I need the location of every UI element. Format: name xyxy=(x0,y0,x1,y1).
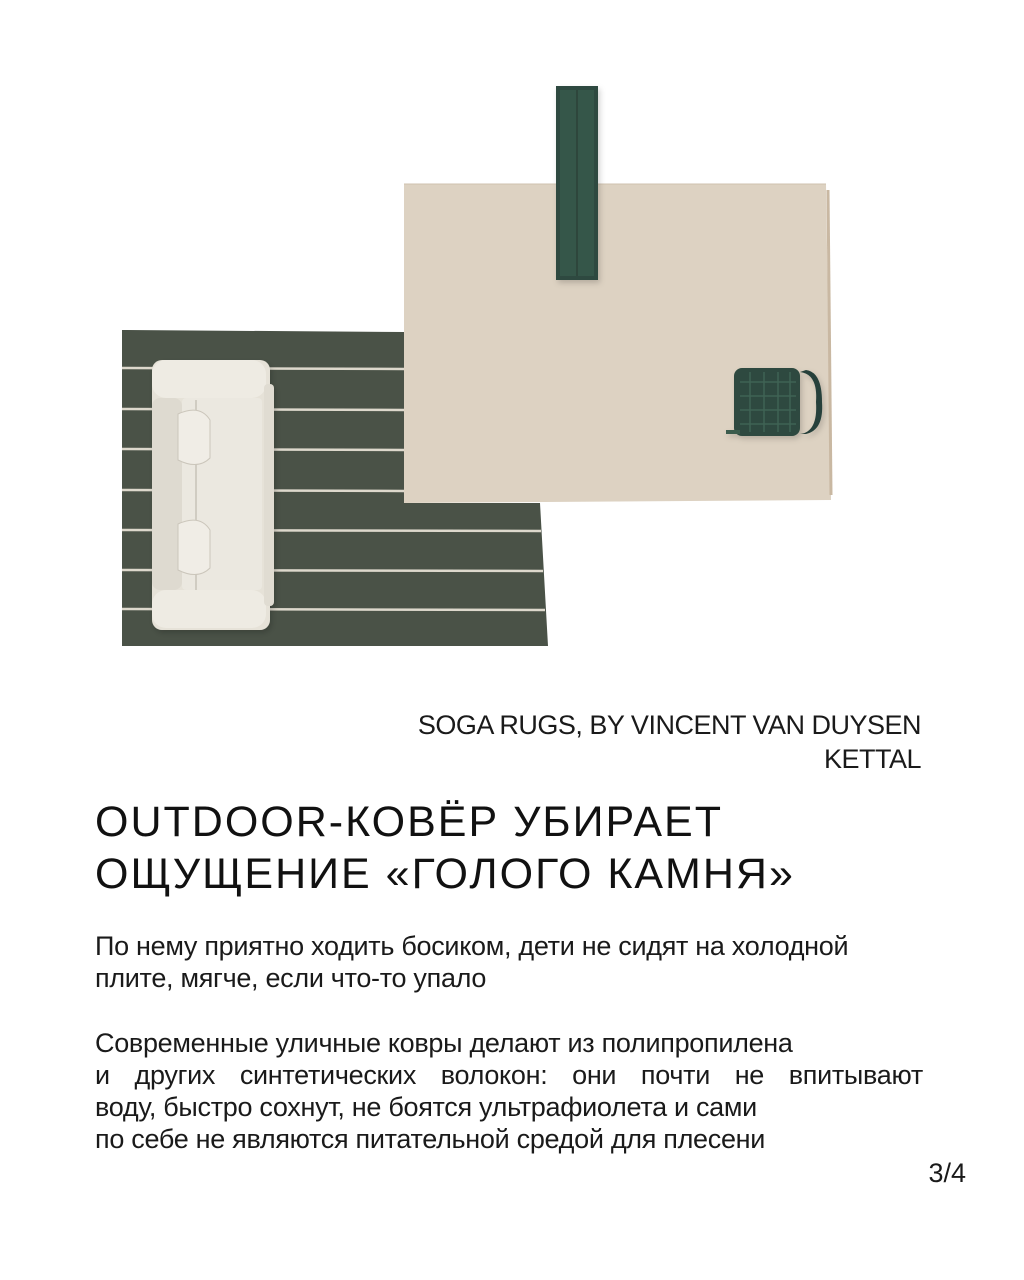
paragraph-2-line-1: Современные уличные ковры делают из полипропилена xyxy=(95,1028,793,1058)
paragraph-2-line-4: по себе не являются питательной средой для плесени xyxy=(95,1124,766,1154)
word: не xyxy=(734,1060,765,1090)
paragraph-1-line-1: По нему приятно ходить босиком, дети не сидят на холодной xyxy=(95,931,849,961)
headline-line-1: OUTDOOR-КОВЁР УБИРАЕТ xyxy=(95,798,723,846)
beige-rug xyxy=(404,184,831,503)
word: впитывают xyxy=(788,1060,923,1090)
credit-brand-line: KETTAL xyxy=(823,744,921,774)
credit-product-line: SOGA RUGS, BY VINCENT VAN DUYSEN xyxy=(417,710,921,740)
word: волокон: xyxy=(440,1060,548,1090)
headline-line-2: ОЩУЩЕНИЕ «ГОЛОГО КАМНЯ» xyxy=(95,850,795,898)
paragraph-2-line-3: воду, быстро сохнут, не боятся ультрафиолета и сами xyxy=(95,1092,757,1122)
word: почти xyxy=(640,1060,710,1090)
green-bench xyxy=(556,86,598,280)
word: они xyxy=(572,1060,617,1090)
headline xyxy=(95,796,935,900)
paragraph-2-line-2 xyxy=(95,1059,923,1091)
paragraph-1-line-2: плите, мягче, если что-то упало xyxy=(95,963,487,993)
word: синтетических xyxy=(239,1060,417,1090)
page-indicator: 3/4 xyxy=(928,1158,966,1188)
paragraph-2 xyxy=(95,1027,923,1155)
product-credit xyxy=(418,708,921,776)
paragraph-1 xyxy=(95,930,923,994)
sofa xyxy=(152,360,274,630)
word: других xyxy=(134,1060,216,1090)
word: и xyxy=(95,1060,110,1090)
